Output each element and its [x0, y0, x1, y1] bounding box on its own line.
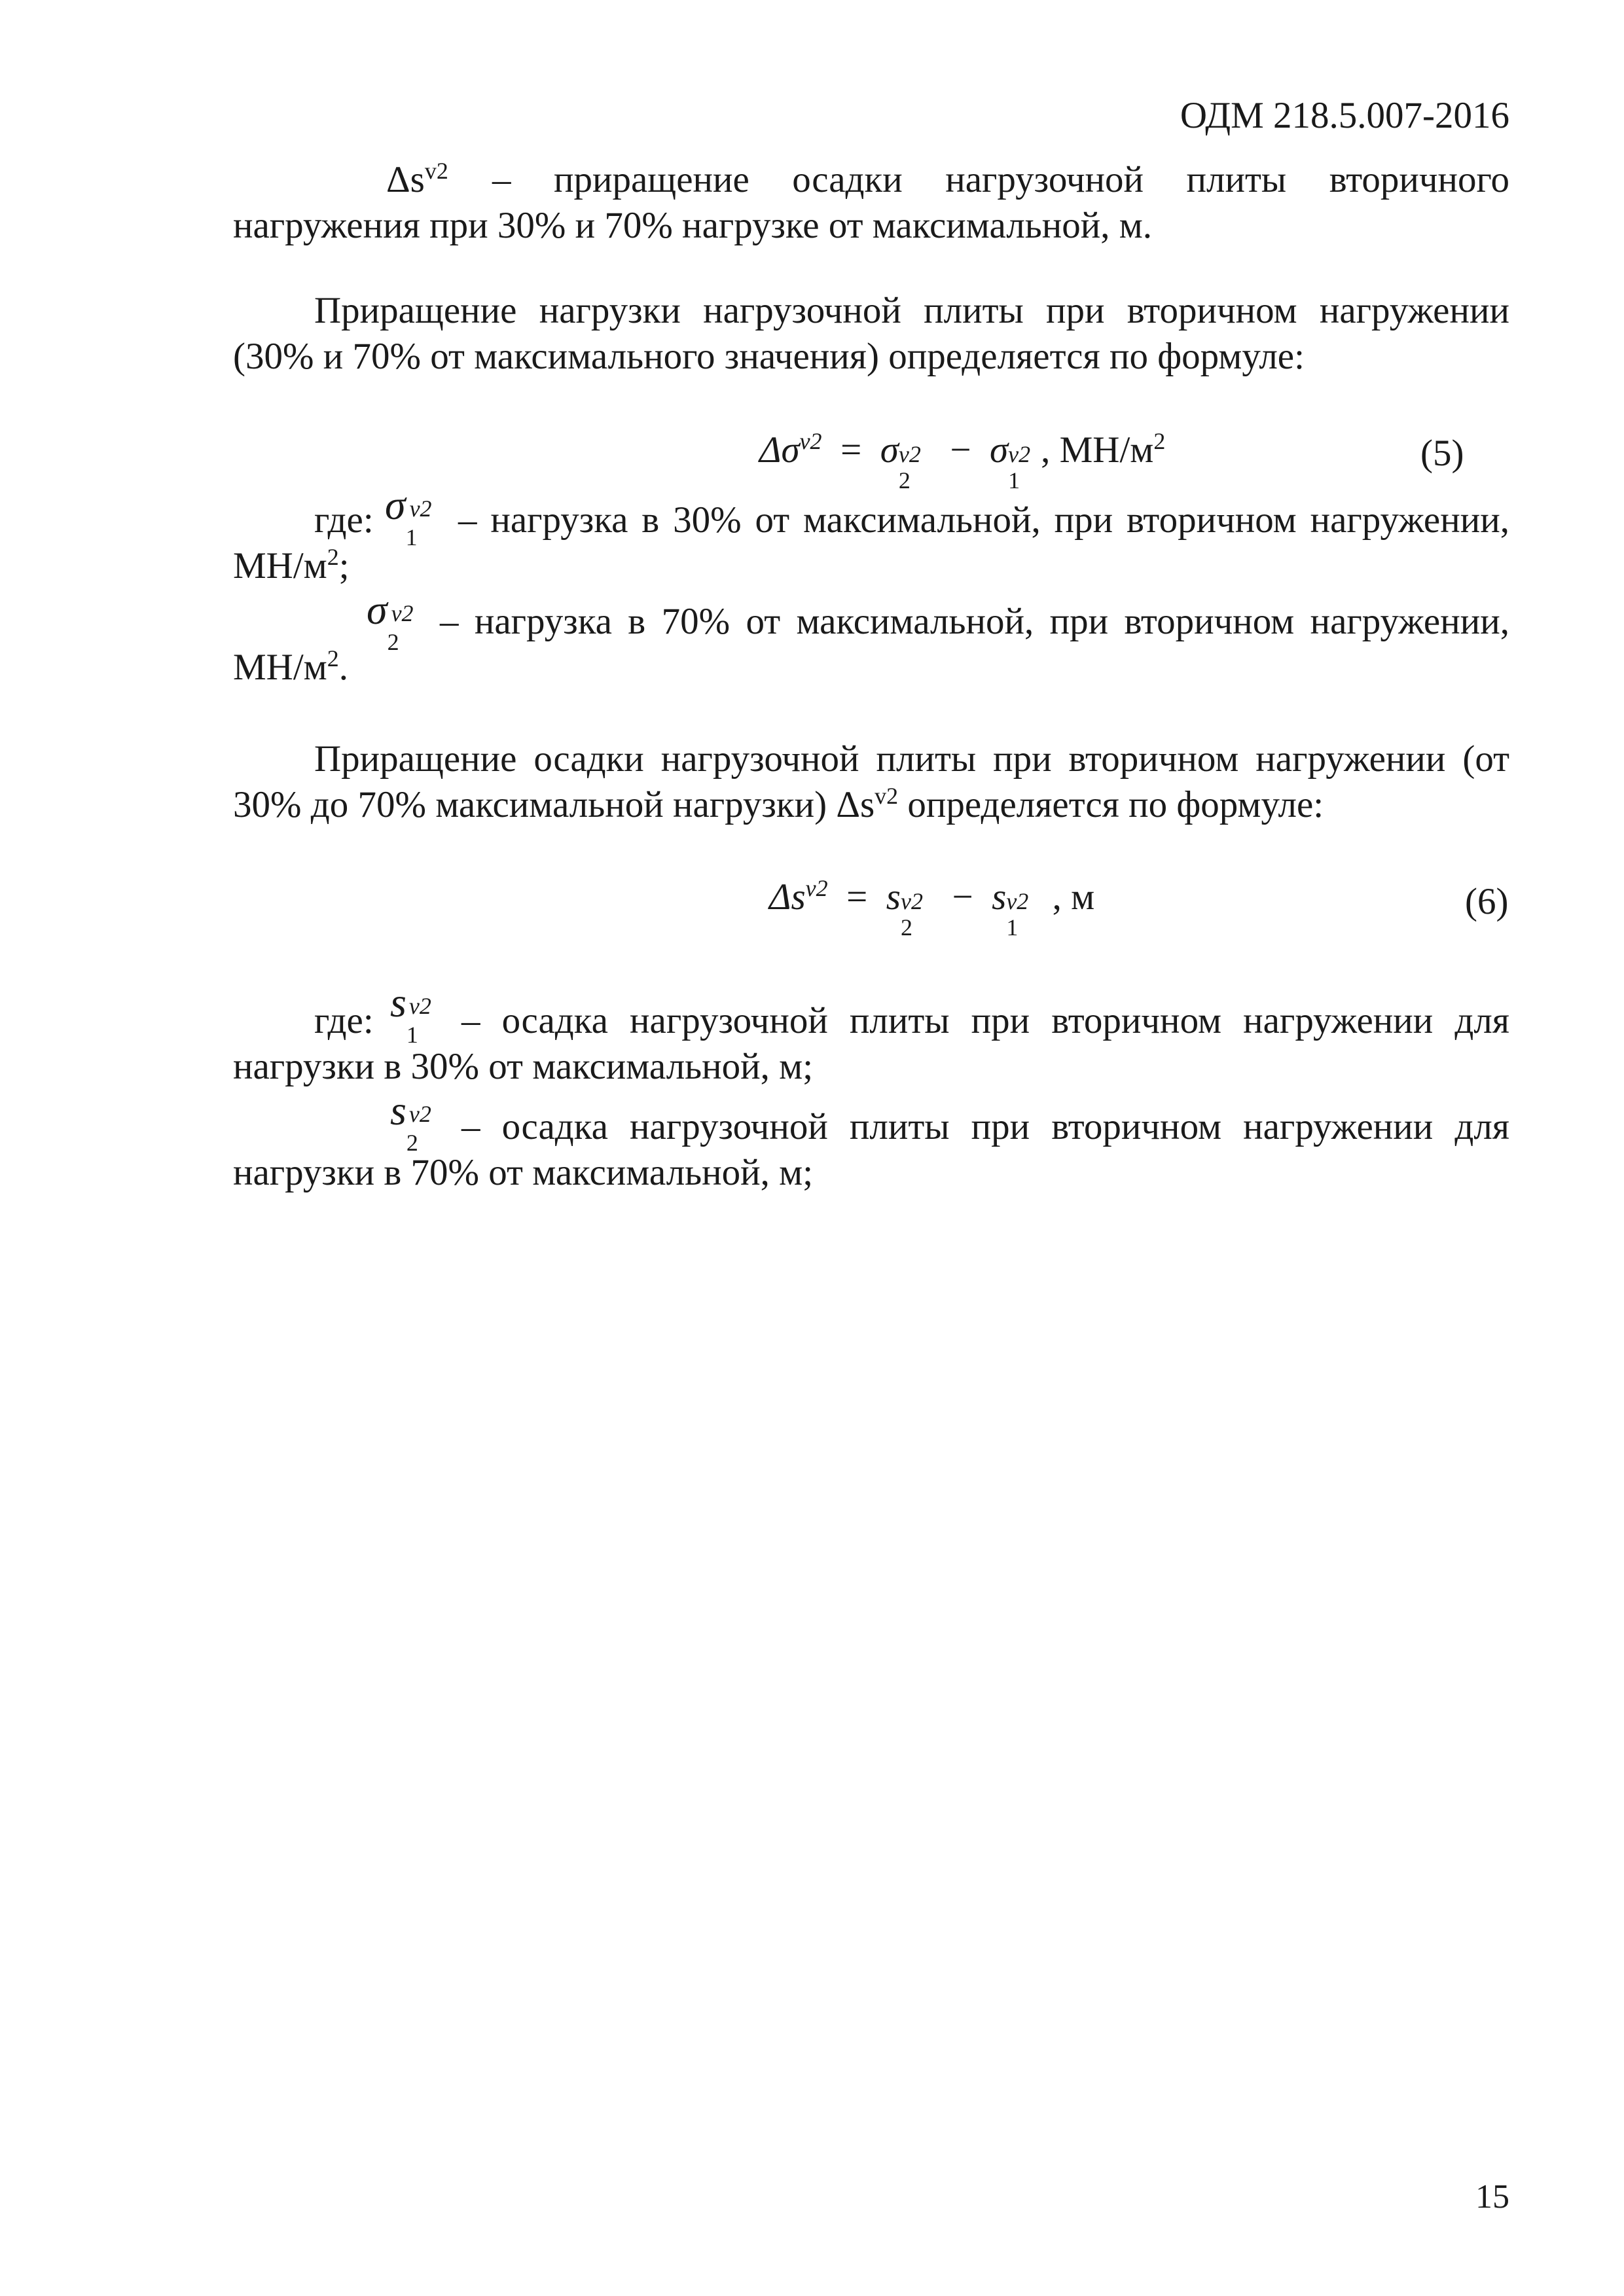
where3-prefix: где:: [314, 1000, 374, 1041]
paragraph-settlement-increment-line2: 30% до 70% максимальной нагрузки) $\Delta s^{v2}$ определяется по формуле:: [233, 783, 1324, 825]
where1-text-line1: – нагрузка в 30% от максимальной, при вторичном нагружении,: [458, 499, 1509, 541]
where4-text-line2: нагрузки в 70% от максимальной, м;: [233, 1152, 814, 1193]
where1-symbol-sigma1: σ v2 1: [385, 482, 432, 550]
where1-text-line2: $МН/м^2$;: [233, 544, 350, 586]
equation-number-5: (5): [1420, 433, 1464, 474]
paragraph-load-increment-line1: Приращение нагрузки нагрузочной плиты при вторичном нагружении: [314, 290, 1509, 331]
where4-symbol-s2: s v2 2: [390, 1087, 431, 1156]
paragraph-load-increment-line2: (30% и 70% от максимального значения) определяется по формуле:: [233, 336, 1305, 377]
document-id-header: ОДМ 218.5.007-2016: [1180, 95, 1509, 136]
where2-text-line1: – нагрузка в 70% от максимальной, при вторичном нагружении,: [440, 601, 1509, 642]
where3-text-line1: – осадка нагрузочной плиты при вторичном нагружении для: [461, 1000, 1509, 1041]
where4-text-line1: – осадка нагрузочной плиты при вторичном нагружении для: [461, 1106, 1509, 1147]
where3-symbol-s1: s v2 1: [390, 979, 431, 1048]
page-number: 15: [1475, 2178, 1509, 2215]
where2-text-line2: $МН/м^2$.: [233, 645, 349, 688]
definition-text-line2: нагружения при 30% и 70% нагрузке от максимальной, м.: [233, 205, 1153, 246]
definition-symbol-delta-s: $\Delta s^{v2}$: [386, 158, 448, 200]
formula-6: $\Delta s^{v2} = s$ v2 2 − s v2 1 , м: [769, 875, 1095, 941]
formula-5: $\Delta\sigma^{v2} = \sigma$ v2 2 − σ v2 1 , $МН/м^2$: [759, 428, 1166, 493]
equation-number-6: (6): [1465, 881, 1509, 922]
where3-text-line2: нагрузки в 30% от максимальной, м;: [233, 1046, 814, 1087]
where1-prefix: где:: [314, 499, 374, 541]
definition-text-line1: – приращение осадки нагрузочной плиты вторичного: [492, 159, 1509, 200]
where2-symbol-sigma2: σ v2 2: [367, 586, 414, 655]
paragraph-settlement-increment-line1: Приращение осадки нагрузочной плиты при вторичном нагружении (от: [314, 738, 1509, 780]
